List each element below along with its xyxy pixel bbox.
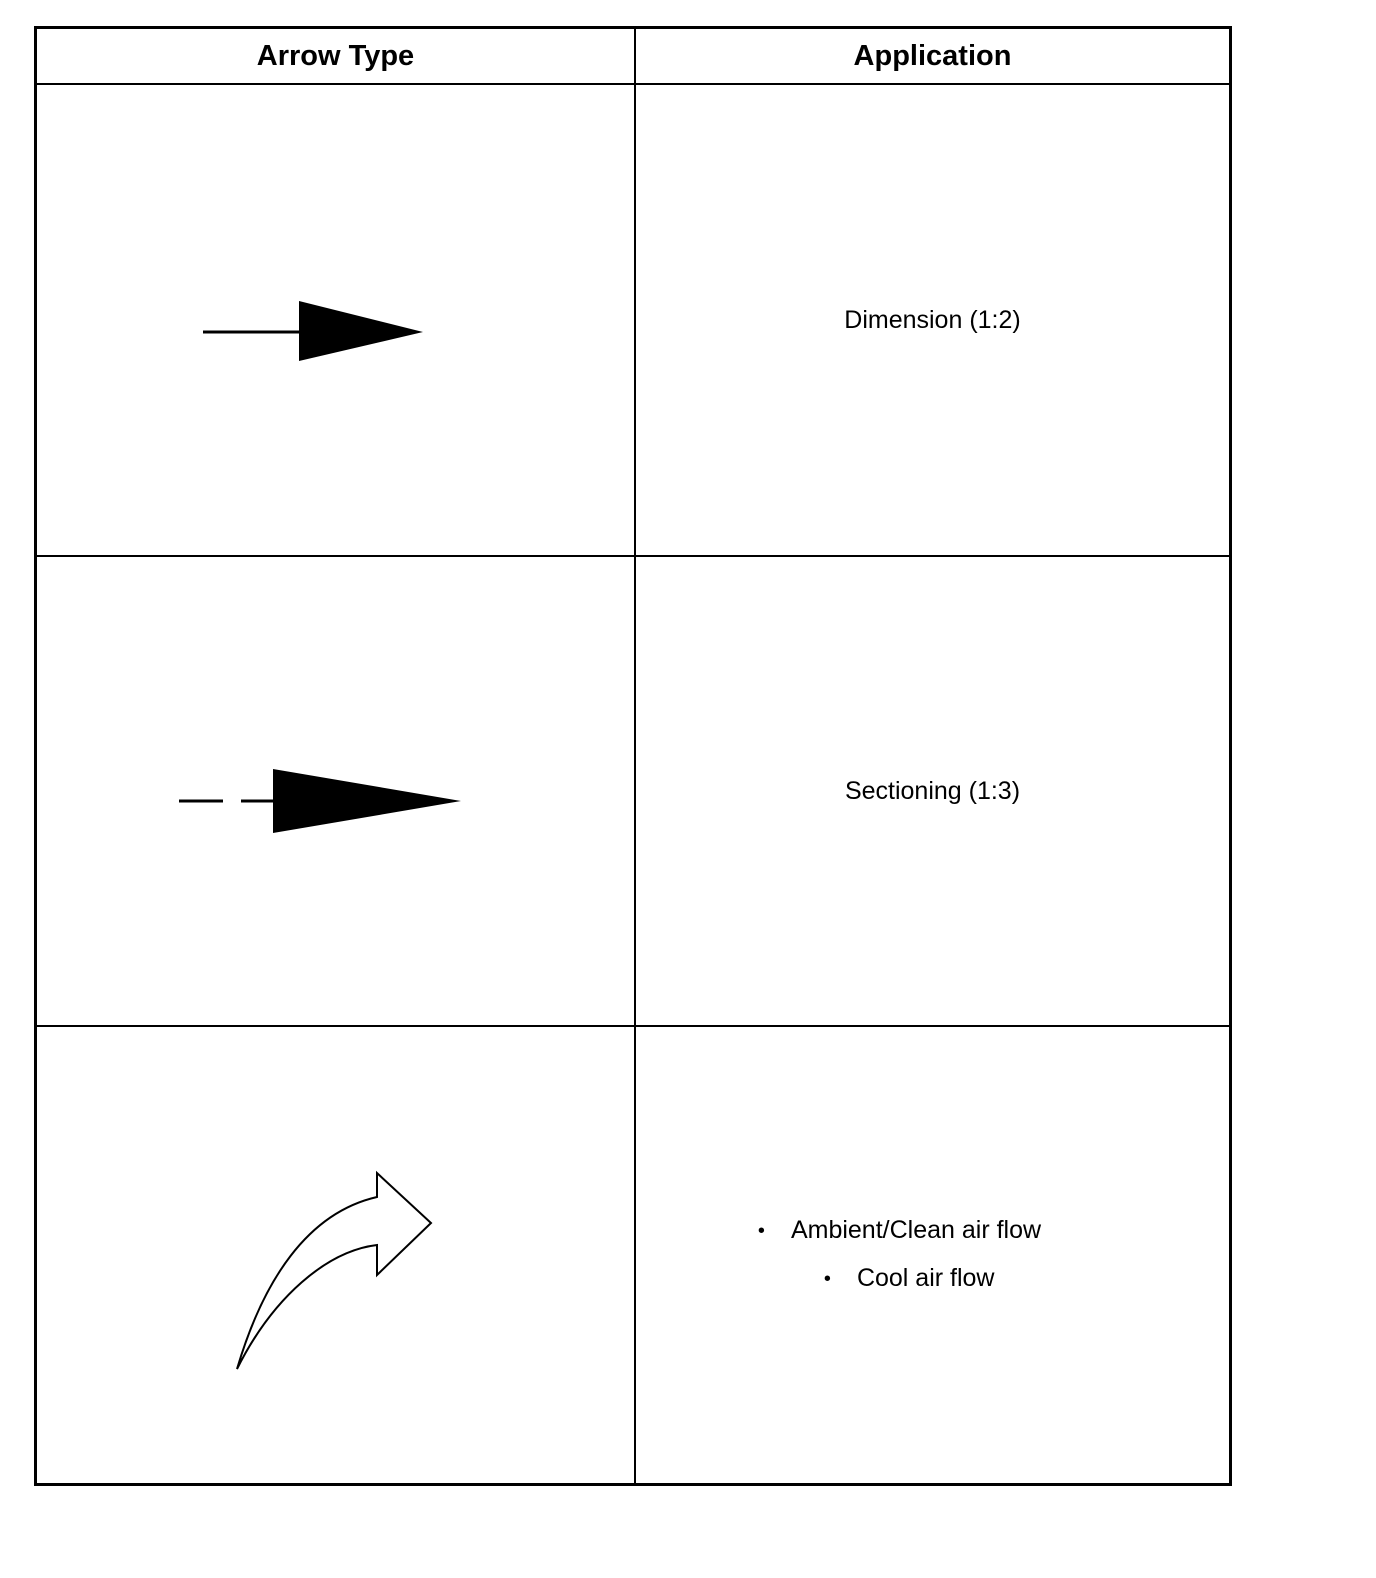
solid-line-arrow-icon: [37, 85, 634, 555]
header-arrow-type: Arrow Type: [256, 39, 415, 72]
list-item-label: Ambient/Clean air flow: [790, 1216, 1042, 1245]
curved-outline-arrow-icon: [37, 1027, 634, 1483]
table-row-2-application: Sectioning (1:3): [844, 776, 1021, 805]
bullet-icon: •: [823, 1267, 831, 1290]
table-row-3-arrow-cell: [37, 1027, 634, 1483]
list-item: [824, 1255, 1041, 1303]
arrow-legend-table: [34, 26, 1232, 1486]
list-item: [758, 1207, 1041, 1255]
application-bullet-list: [757, 1207, 1042, 1303]
table-row-3-application: [636, 1027, 1229, 1483]
table-row-2-arrow-cell: [37, 557, 634, 1025]
list-item-label: Cool air flow: [856, 1264, 995, 1292]
table-row-1-application: Dimension (1:2): [844, 305, 1021, 334]
header-application: Application: [853, 39, 1012, 72]
bullet-icon: •: [757, 1220, 765, 1242]
table-row-1-arrow-cell: [37, 85, 634, 555]
dashed-line-arrow-icon: [37, 557, 634, 1025]
